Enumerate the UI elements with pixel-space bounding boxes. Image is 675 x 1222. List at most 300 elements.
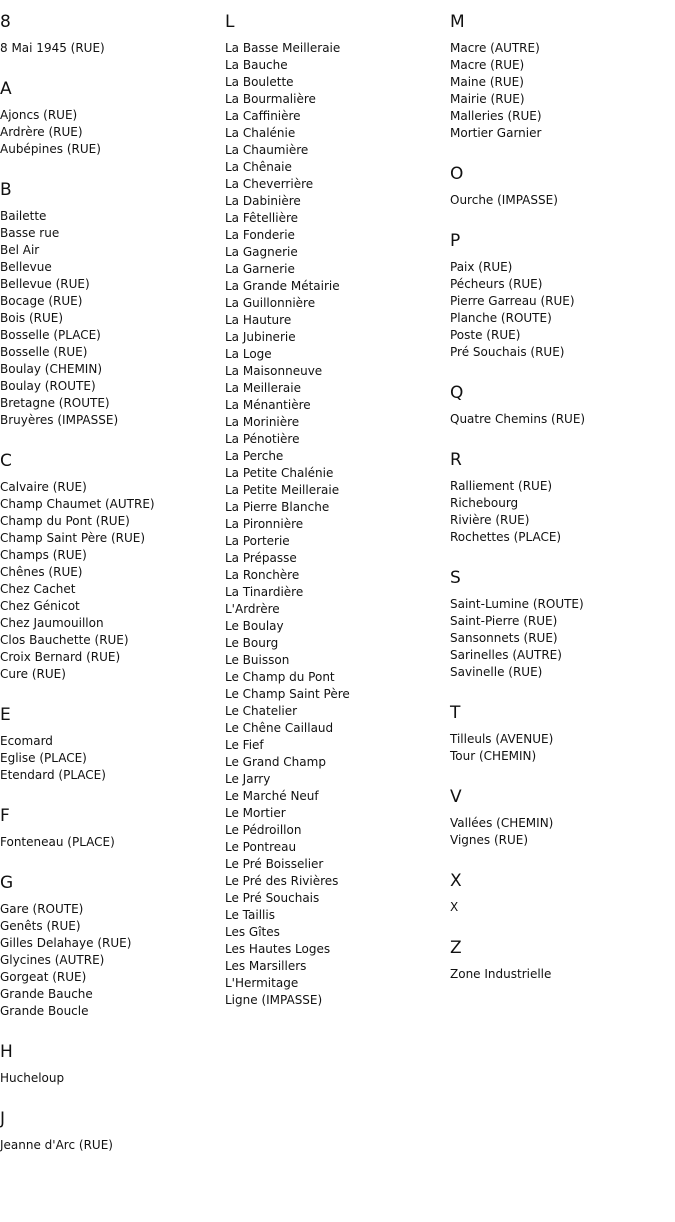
street-link[interactable]: La Fonderie [225,228,295,242]
street-link[interactable]: Champ Chaumet (AUTRE) [0,497,155,511]
street-link[interactable]: Sansonnets (RUE) [450,631,558,645]
street-link[interactable]: Ajoncs (RUE) [0,108,78,122]
letter-heading: X [450,871,462,891]
street-list-item [450,966,675,983]
street-list-item [450,40,675,57]
street-list-item [0,564,225,581]
street-link[interactable]: La Hauture [225,313,292,327]
street-list-item [0,293,225,310]
street-link[interactable]: La Cheverrière [225,177,314,191]
street-index-column-2 [225,0,450,1019]
street-list-item [450,748,675,765]
street-link[interactable]: La Boulette [225,75,294,89]
street-list-item [0,598,225,615]
street-list-item [225,992,450,1009]
street-list-item [0,225,225,242]
street-link[interactable]: Macre (RUE) [450,58,525,72]
street-link[interactable]: La Fêtellière [225,211,299,225]
street-list-item [450,495,675,512]
street-link[interactable]: La Morinière [225,415,300,429]
street-link[interactable]: Fonteneau (PLACE) [0,835,115,849]
street-list-item [0,1070,225,1087]
street-link[interactable]: Tour (CHEMIN) [450,749,537,763]
street-list-item [450,344,675,361]
street-list-item [225,822,450,839]
street-link[interactable]: Planche (ROUTE) [450,311,552,325]
street-list-item [225,380,450,397]
street-link[interactable]: Le Bourg [225,636,279,650]
street-list-item [450,310,675,327]
street-link[interactable]: Clos Bauchette (RUE) [0,633,129,647]
street-list-item [0,412,225,429]
street-list-item [225,125,450,142]
street-link[interactable]: Pré Souchais (RUE) [450,345,565,359]
street-link[interactable]: Poste (RUE) [450,328,521,342]
street-list [450,40,675,152]
street-link[interactable]: Maine (RUE) [450,75,524,89]
street-list-item [225,788,450,805]
street-link[interactable]: Bois (RUE) [0,311,64,325]
letter-heading: Z [450,938,462,958]
street-link[interactable]: La Porterie [225,534,290,548]
street-link[interactable]: Hucheloup [0,1071,65,1085]
street-list-item [0,581,225,598]
street-list-item [225,873,450,890]
street-link[interactable]: Tilleuls (AVENUE) [450,732,554,746]
street-list-item [450,832,675,849]
street-list-item [0,40,225,57]
street-list [450,731,675,775]
street-list-item [450,57,675,74]
letter-heading: P [450,231,461,251]
street-link[interactable]: Calvaire (RUE) [0,480,87,494]
street-link[interactable]: Bosselle (PLACE) [0,328,101,342]
street-list-item [450,192,675,209]
street-link[interactable]: Le Pédroillon [225,823,302,837]
street-link[interactable]: Bellevue [0,260,52,274]
street-link[interactable]: Croix Bernard (RUE) [0,650,121,664]
letter-group-l [225,0,450,1019]
letter-group-o [450,152,675,219]
street-list [0,40,225,67]
street-link[interactable]: La Meilleraie [225,381,301,395]
street-list-item [225,210,450,227]
street-list-item [0,276,225,293]
letter-heading: E [0,705,11,725]
street-list-item [225,533,450,550]
street-link[interactable]: Paix (RUE) [450,260,513,274]
letter-heading: F [0,806,10,826]
letter-heading: S [450,568,461,588]
street-list-item [225,652,450,669]
street-list-item [225,278,450,295]
street-link[interactable]: Genêts (RUE) [0,919,81,933]
street-list-item [0,496,225,513]
street-list-item [225,907,450,924]
street-list-item [0,530,225,547]
street-list [450,815,675,859]
street-link[interactable]: Le Pré Souchais [225,891,320,905]
street-list-item [225,91,450,108]
street-list-item [450,731,675,748]
street-link[interactable]: Bailette [0,209,47,223]
street-list-item [225,227,450,244]
street-link[interactable]: Gare (ROUTE) [0,902,84,916]
street-link[interactable]: Etendard (PLACE) [0,768,106,782]
street-list-item [225,363,450,380]
street-link[interactable]: Le Grand Champ [225,755,326,769]
street-link[interactable]: La Dabinière [225,194,301,208]
street-list-item [225,142,450,159]
street-list-item [0,767,225,784]
street-list-item [225,771,450,788]
street-list [225,40,450,1019]
street-list-item [225,975,450,992]
street-list-item [225,924,450,941]
letter-group-f [0,794,225,861]
street-link[interactable]: Gilles Delahaye (RUE) [0,936,132,950]
street-list-item [450,815,675,832]
street-list-item [225,431,450,448]
letter-heading: C [0,451,12,471]
street-link[interactable]: Quatre Chemins (RUE) [450,412,586,426]
street-link[interactable]: Bocage (RUE) [0,294,83,308]
street-list-item [0,666,225,683]
street-list-item [225,465,450,482]
street-link[interactable]: Vignes (RUE) [450,833,529,847]
street-list-item [225,312,450,329]
street-link[interactable]: Aubépines (RUE) [0,142,101,156]
street-index-column-3 [450,0,675,993]
street-list [0,208,225,439]
street-link[interactable]: La Prépasse [225,551,297,565]
street-list-item [450,899,675,916]
street-link[interactable]: L'Hermitage [225,976,299,990]
letter-heading: O [450,164,464,184]
street-list [450,596,675,691]
street-list-item [225,295,450,312]
street-link[interactable]: La Chênaie [225,160,292,174]
street-list [450,259,675,371]
street-link[interactable]: Mortier Garnier [450,126,542,140]
street-list-item [0,969,225,986]
street-list-item [0,479,225,496]
street-list [0,733,225,794]
street-list-item [450,259,675,276]
street-list-item [225,346,450,363]
street-list-item [225,754,450,771]
letter-group-a [0,67,225,168]
street-link[interactable]: Le Marché Neuf [225,789,319,803]
street-link[interactable]: Le Taillis [225,908,275,922]
street-list-item [225,737,450,754]
street-link[interactable]: 8 Mai 1945 (RUE) [0,41,105,55]
street-list-item [450,478,675,495]
street-link[interactable]: Zone Industrielle [450,967,552,981]
street-list-item [450,293,675,310]
street-list-item [0,1003,225,1020]
street-list-item [0,208,225,225]
street-index-column-1 [0,0,225,1164]
letter-heading: G [0,873,14,893]
letter-group-8 [0,0,225,67]
street-list-item [0,733,225,750]
street-link[interactable]: La Pierre Blanche [225,500,330,514]
street-list [0,479,225,693]
street-list [0,1070,225,1097]
street-link[interactable]: Le Chêne Caillaud [225,721,334,735]
street-link[interactable]: Cure (RUE) [0,667,66,681]
street-link[interactable]: Pécheurs (RUE) [450,277,543,291]
street-list-item [225,499,450,516]
street-link[interactable]: Les Hautes Loges [225,942,331,956]
street-link[interactable]: La Maisonneuve [225,364,323,378]
street-link[interactable]: La Chalénie [225,126,296,140]
street-list-item [0,834,225,851]
street-list-item [0,310,225,327]
street-link[interactable]: Bretagne (ROUTE) [0,396,110,410]
street-link[interactable]: La Perche [225,449,284,463]
street-list-item [0,259,225,276]
street-list-item [0,327,225,344]
street-list-item [225,856,450,873]
street-list [450,478,675,556]
street-link[interactable]: La Garnerie [225,262,295,276]
street-list-item [450,512,675,529]
street-list-item [0,1137,225,1154]
street-list-item [0,918,225,935]
street-list-item [450,327,675,344]
street-list-item [450,613,675,630]
letter-group-j [0,1097,225,1164]
street-link[interactable]: La Chaumière [225,143,309,157]
letter-heading: H [0,1042,13,1062]
street-list-item [225,805,450,822]
street-list-item [0,615,225,632]
street-list [0,901,225,1030]
street-link[interactable]: Grande Bauche [0,987,93,1001]
street-link[interactable]: Le Jarry [225,772,271,786]
street-list-item [0,361,225,378]
street-link[interactable]: La Guillonnière [225,296,316,310]
street-link[interactable]: Les Gîtes [225,925,280,939]
street-link[interactable]: La Grande Métairie [225,279,340,293]
street-list-item [225,958,450,975]
letter-heading: A [0,79,12,99]
street-list-item [0,547,225,564]
street-link[interactable]: Le Chatelier [225,704,298,718]
street-list [450,192,675,219]
street-link[interactable]: Chez Génicot [0,599,80,613]
street-link[interactable]: Richebourg [450,496,519,510]
street-link[interactable]: Mairie (RUE) [450,92,525,106]
street-link[interactable]: Grande Boucle [0,1004,89,1018]
street-list-item [450,647,675,664]
street-list-item [0,649,225,666]
letter-group-m [450,0,675,152]
letter-heading: J [0,1109,6,1129]
street-list-item [225,261,450,278]
street-list-item [225,57,450,74]
street-link[interactable]: X [450,900,459,914]
street-link[interactable]: Saint-Pierre (RUE) [450,614,558,628]
street-link[interactable]: La Bourmalière [225,92,316,106]
street-list-item [0,513,225,530]
street-link[interactable]: Ardrère (RUE) [0,125,83,139]
street-link[interactable]: Boulay (CHEMIN) [0,362,102,376]
street-list-item [450,74,675,91]
street-link[interactable]: L'Ardrère [225,602,280,616]
letter-group-b [0,168,225,439]
street-link[interactable]: Bellevue (RUE) [0,277,90,291]
letter-group-v [450,775,675,859]
letter-group-q [450,371,675,438]
street-list [0,1137,225,1164]
street-list-item [225,448,450,465]
street-link[interactable]: Boulay (ROUTE) [0,379,96,393]
street-link[interactable]: La Jubinerie [225,330,296,344]
street-list-item [225,329,450,346]
street-list-item [450,630,675,647]
street-link[interactable]: Le Buisson [225,653,290,667]
street-link[interactable]: Eglise (PLACE) [0,751,87,765]
street-link[interactable]: Glycines (AUTRE) [0,953,105,967]
street-link[interactable]: Ligne (IMPASSE) [225,993,323,1007]
street-list-item [450,91,675,108]
street-link[interactable]: La Petite Meilleraie [225,483,340,497]
street-list-item [225,839,450,856]
letter-heading: B [0,180,12,200]
street-link[interactable]: Le Pré des Rivières [225,874,339,888]
street-link[interactable]: Les Marsillers [225,959,307,973]
street-list-item [0,986,225,1003]
street-list-item [225,635,450,652]
street-link[interactable]: Le Champ du Pont [225,670,335,684]
street-link[interactable]: La Tinardière [225,585,304,599]
street-list-item [450,411,675,428]
street-link[interactable]: Jeanne d'Arc (RUE) [0,1138,113,1152]
street-link[interactable]: Le Mortier [225,806,286,820]
street-link[interactable]: Champ Saint Père (RUE) [0,531,146,545]
street-list-item [0,107,225,124]
street-link[interactable]: Chez Cachet [0,582,76,596]
street-link[interactable]: Le Pontreau [225,840,297,854]
street-link[interactable]: Pierre Garreau (RUE) [450,294,575,308]
street-link[interactable]: La Pironnière [225,517,304,531]
street-list-item [0,124,225,141]
street-list-item [225,516,450,533]
street-list-item [0,242,225,259]
street-list-item [225,890,450,907]
street-link[interactable]: Champ du Pont (RUE) [0,514,130,528]
street-link[interactable]: Rochettes (PLACE) [450,530,562,544]
street-link[interactable]: Le Fief [225,738,264,752]
street-link[interactable]: Le Champ Saint Père [225,687,350,701]
letter-heading: L [225,12,235,32]
street-list-item [0,378,225,395]
street-link[interactable]: La Gagnerie [225,245,298,259]
street-list [450,966,675,993]
street-link[interactable]: Champs (RUE) [0,548,87,562]
street-list-item [450,276,675,293]
street-link[interactable]: Ralliement (RUE) [450,479,553,493]
street-link[interactable]: Sarinelles (AUTRE) [450,648,562,662]
street-list-item [225,567,450,584]
street-link[interactable]: La Ménantière [225,398,311,412]
street-link[interactable]: La Loge [225,347,272,361]
street-list-item [450,664,675,681]
street-link[interactable]: Savinelle (RUE) [450,665,543,679]
letter-group-c [0,439,225,693]
street-list-item [450,529,675,546]
street-list-item [0,395,225,412]
street-link[interactable]: La Basse Meilleraie [225,41,341,55]
street-link[interactable]: La Petite Chalénie [225,466,334,480]
street-list-item [225,176,450,193]
street-link[interactable]: La Pénotière [225,432,300,446]
street-link[interactable]: Saint-Lumine (ROUTE) [450,597,584,611]
street-link[interactable]: Vallées (CHEMIN) [450,816,554,830]
street-list [0,107,225,168]
street-list-item [225,941,450,958]
street-link[interactable]: Gorgeat (RUE) [0,970,87,984]
street-list-item [225,159,450,176]
letter-group-s [450,556,675,691]
street-link[interactable]: Ecomard [0,734,53,748]
street-list-item [225,584,450,601]
street-link[interactable]: Chez Jaumouillon [0,616,104,630]
street-list-item [450,596,675,613]
letter-group-g [0,861,225,1030]
street-list-item [0,952,225,969]
street-link[interactable]: Macre (AUTRE) [450,41,540,55]
letter-group-p [450,219,675,371]
street-list-item [0,901,225,918]
street-list-item [0,750,225,767]
street-list-item [225,618,450,635]
street-link[interactable]: La Bauche [225,58,288,72]
street-list-item [225,74,450,91]
letter-heading: R [450,450,462,470]
street-link[interactable]: Rivière (RUE) [450,513,530,527]
street-list-item [225,108,450,125]
street-link[interactable]: La Ronchère [225,568,300,582]
street-link[interactable]: Basse rue [0,226,60,240]
street-link[interactable]: Bosselle (RUE) [0,345,88,359]
street-link[interactable]: Le Pré Boisselier [225,857,324,871]
street-list-item [225,397,450,414]
street-link[interactable]: Malleries (RUE) [450,109,542,123]
street-link[interactable]: Bel Air [0,243,40,257]
letter-group-r [450,438,675,556]
letter-group-x [450,859,675,926]
street-list-item [225,414,450,431]
street-list-item [225,686,450,703]
street-list-item [225,40,450,57]
street-link[interactable]: La Caffinière [225,109,301,123]
street-link[interactable]: Le Boulay [225,619,284,633]
street-list-item [0,141,225,158]
letter-heading: V [450,787,462,807]
street-link[interactable]: Bruyères (IMPASSE) [0,413,119,427]
street-link[interactable]: Chênes (RUE) [0,565,83,579]
street-list-item [225,244,450,261]
street-list-item [225,550,450,567]
street-list-item [225,669,450,686]
letter-heading: M [450,12,465,32]
street-link[interactable]: Ourche (IMPASSE) [450,193,558,207]
street-list [450,411,675,438]
